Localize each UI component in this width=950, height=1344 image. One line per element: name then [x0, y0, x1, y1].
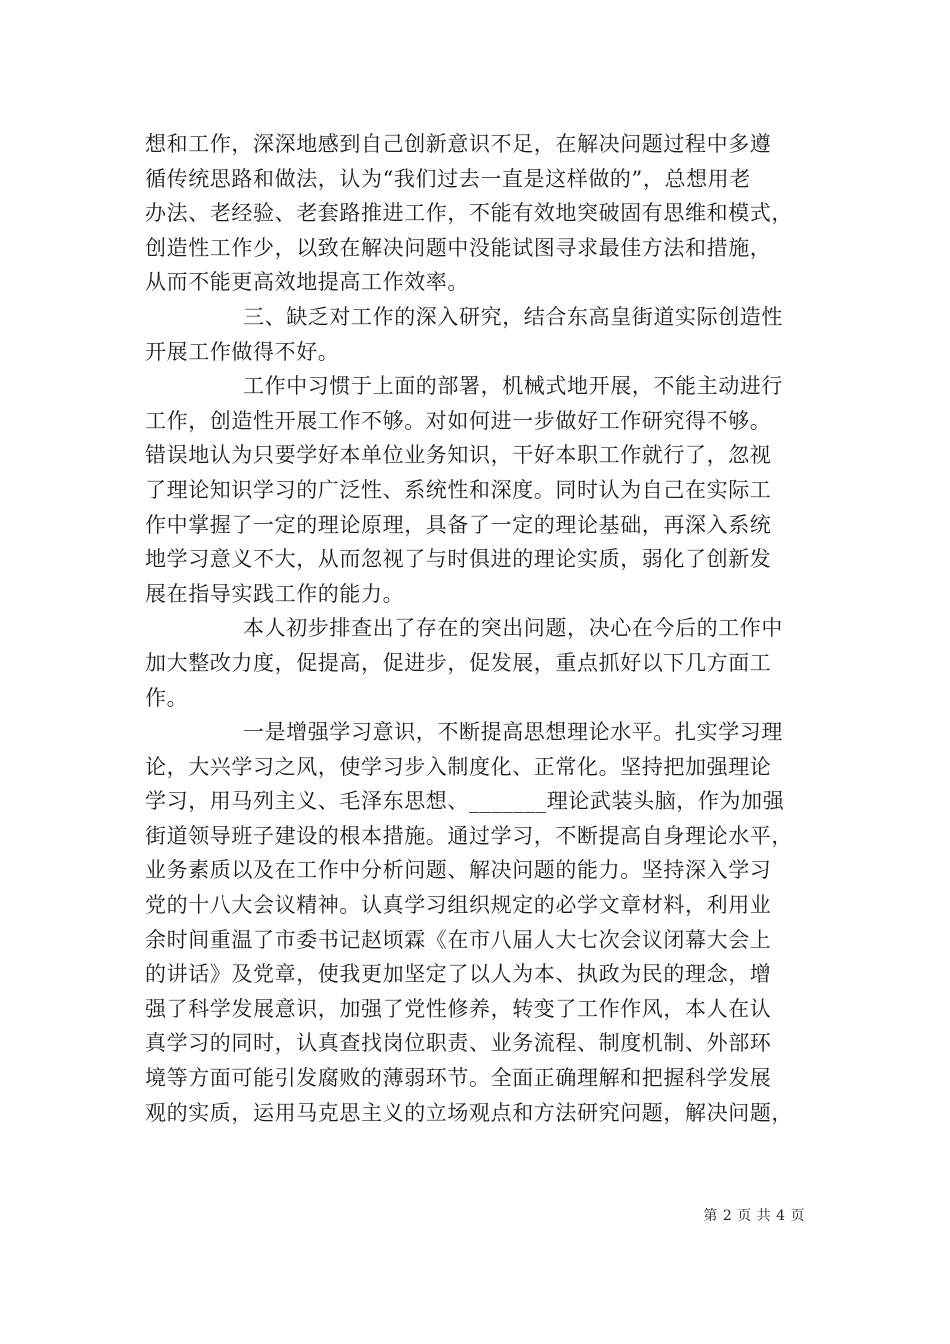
text-line: 了理论知识学习的广泛性、系统性和深度。同时认为自己在实际工	[145, 477, 772, 502]
text-line: 三、缺乏对工作的深入研究，结合东高皇街道实际创造性	[243, 304, 783, 329]
text-line: 工作，创造性开展工作不够。对如何进一步做好工作研究得不够。	[145, 408, 772, 433]
text-line: 从而不能更高效地提高工作效率。	[145, 270, 469, 295]
paragraph-1	[145, 127, 825, 300]
text-line: 党的十八大会议精神。认真学习组织规定的必学文章材料，利用业	[145, 893, 772, 918]
text-line: 作中掌握了一定的理论原理，具备了一定的理论基础，再深入系统	[145, 512, 772, 537]
document-body	[145, 127, 825, 1130]
text-line: 的讲话》及党章，使我更加坚定了以人为本、执政为民的理念，增	[145, 962, 772, 987]
text-line: 观的实质，运用马克思主义的立场观点和方法研究问题，解决问题，	[145, 1100, 793, 1125]
text-line: 境等方面可能引发腐败的薄弱环节。全面正确理解和把握科学发展	[145, 1066, 772, 1091]
text-line: 业务素质以及在工作中分析问题、解决问题的能力。坚持深入学习	[145, 858, 772, 883]
text-line: 学习，用马列主义、毛泽东思想、_______理论武装头脑，作为加强	[145, 789, 785, 814]
text-line: 展在指导实践工作的能力。	[145, 581, 405, 606]
text-line: 论，大兴学习之风，使学习步入制度化、正常化。坚持把加强理论	[145, 754, 772, 779]
text-line: 真学习的同时，认真查找岗位职责、业务流程、制度机制、外部环	[145, 1031, 772, 1056]
text-line: 余时间重温了市委书记赵顷霖《在市八届人大七次会议闭幕大会上	[145, 927, 772, 952]
text-line: 一是增强学习意识，不断提高思想理论水平。扎实学习理	[243, 720, 783, 745]
text-line: 本人初步排查出了存在的突出问题，决心在今后的工作中	[243, 616, 783, 641]
page-number-footer: 第 2 页 共 4 页	[703, 1208, 805, 1224]
text-line: 工作中习惯于上面的部署，机械式地开展，不能主动进行	[243, 374, 783, 399]
text-line: 创造性工作少，以致在解决问题中没能试图寻求最佳方法和措施，	[145, 235, 772, 260]
text-line: 作。	[145, 685, 189, 710]
text-line: 强了科学发展意识，加强了党性修养，转变了工作作风，本人在认	[145, 996, 772, 1021]
text-line: 想和工作，深深地感到自己创新意识不足，在解决问题过程中多遵	[145, 132, 772, 156]
text-line: 错误地认为只要学好本单位业务知识，干好本职工作就行了，忽视	[145, 443, 772, 468]
text-line: 街道领导班子建设的根本措施。通过学习，不断提高自身理论水平，	[145, 823, 793, 848]
text-line: 地学习意义不大，从而忽视了与时俱进的理论实质，弱化了创新发	[145, 547, 772, 572]
paragraph-2	[145, 300, 825, 369]
paragraph-4	[145, 611, 825, 715]
text-line: 开展工作做得不好。	[145, 339, 340, 364]
paragraph-5	[145, 715, 825, 1130]
text-line: 循传统思路和做法，认为“我们过去一直是这样做的”，总想用老	[145, 166, 751, 191]
text-line: 加大整改力度，促提高，促进步，促发展，重点抓好以下几方面工	[145, 650, 772, 675]
text-line: 办法、老经验、老套路推进工作，不能有效地突破固有思维和模式，	[145, 201, 793, 226]
paragraph-3	[145, 369, 825, 611]
